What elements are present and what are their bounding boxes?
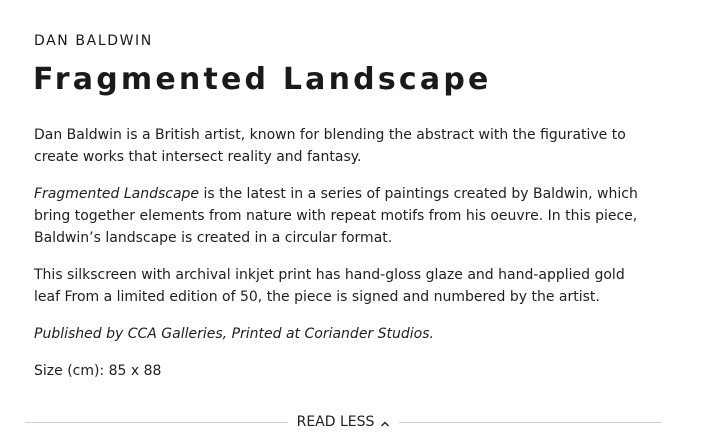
series-text: is the latest in a series of paintings created by Baldwin, which bring together elements from nature with repeat motifs from his oeuvre. In this piece, Baldwin’s landscape is created in a circular format.: [34, 186, 638, 246]
chevron-up-icon: [380, 417, 390, 427]
description-paragraph-publisher: [34, 323, 649, 345]
description-paragraph-series: [34, 183, 649, 249]
divider-line-left: [25, 422, 288, 423]
read-less-button[interactable]: [288, 414, 400, 430]
artwork-title: Fragmented Landscape: [33, 62, 492, 97]
description-body: [34, 124, 649, 397]
description-paragraph-edition: This silkscreen with archival inkjet print has hand-gloss glaze and hand-applied gold leaf From a limited edition of 50, the piece is signed and numbered by the artist.: [34, 267, 625, 305]
divider-line-right: [399, 422, 662, 423]
publisher-text: Published by CCA Galleries, Printed at Coriander Studios.: [34, 326, 434, 342]
artwork-size: Size (cm): 85 x 88: [34, 363, 162, 379]
description-paragraph-intro: Dan Baldwin is a British artist, known for blending the abstract with the figurative to create works that intersect reality and fantasy.: [34, 127, 626, 165]
read-less-divider: [25, 410, 662, 434]
read-less-label: READ LESS: [296, 414, 375, 430]
artwork-title-italic: Fragmented Landscape: [34, 186, 200, 202]
artist-name: DAN BALDWIN: [34, 33, 153, 49]
